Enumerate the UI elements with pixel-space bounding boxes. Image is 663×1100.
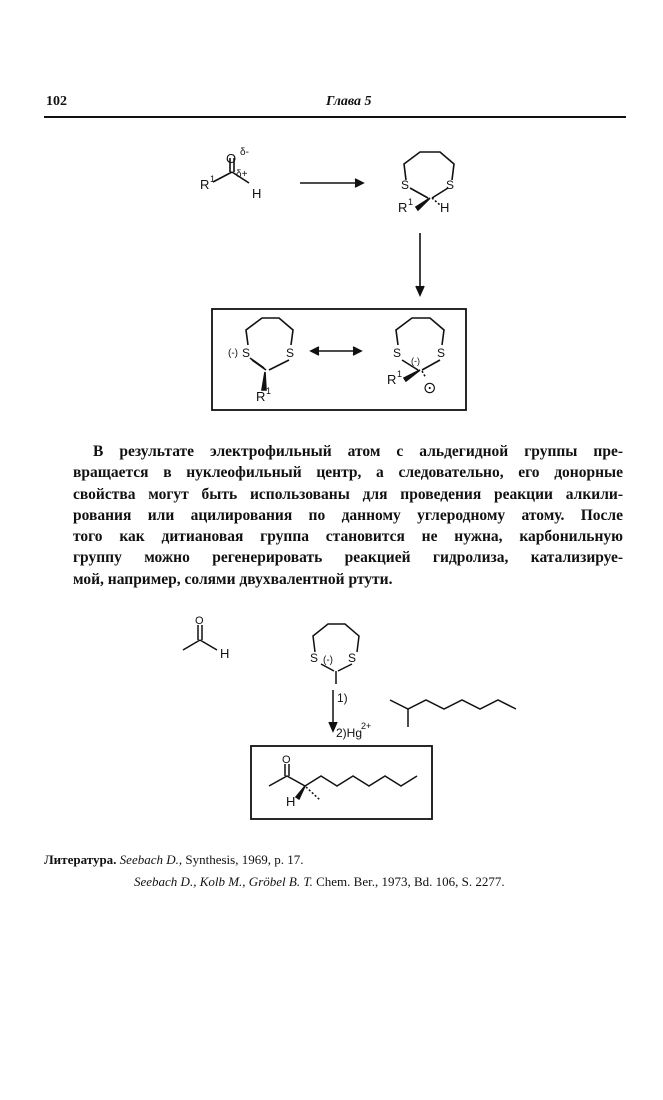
aldehyde-r-group: R: [200, 177, 210, 192]
anion-r-superscript-right: 1: [397, 369, 403, 379]
page-number: 102: [46, 94, 67, 109]
reference-1: [44, 849, 303, 871]
anion-r-group-left: R: [256, 389, 266, 404]
resonance-arrow: [311, 347, 361, 355]
reaction-arrow-right: [300, 179, 363, 187]
step-one-label: 1): [337, 691, 348, 705]
dithiane-sulfur-right: S: [446, 178, 455, 192]
anion-r-group-right: R: [387, 372, 397, 387]
paragraph-line: того как дитиановая группа становится не нужна, карбонильную: [73, 528, 623, 546]
acetaldehyde-oxygen: O: [195, 615, 204, 627]
product-hydrogen: H: [286, 794, 296, 809]
hydrolysis-arrow: [329, 690, 337, 731]
methyl-dithiane-sulfur-left: S: [310, 651, 319, 665]
dithiane-hydrogen: H: [440, 200, 450, 215]
aldehyde-r-superscript: 1: [210, 174, 216, 184]
methyl-dithiane-sulfur-right: S: [348, 651, 357, 665]
dithiane-sulfur-left: S: [401, 178, 410, 192]
product-oxygen: O: [282, 754, 291, 766]
anion-charge-right: (-): [411, 356, 420, 366]
anion-charge-left: (-): [228, 348, 238, 359]
reference-1-author: Seebach D.,: [119, 852, 183, 867]
alkyl-chain-structure: [390, 700, 516, 727]
delta-plus-label: δ+: [236, 169, 248, 180]
acetaldehyde-structure: [183, 625, 217, 650]
reference-2-source: Chem. Ber., 1973, Bd. 106, S. 2277.: [312, 874, 505, 889]
reaction-scheme-2: [0, 600, 663, 830]
paragraph-line: мой, например, солями двухвалентной ртути.: [73, 570, 393, 588]
anion-sulfur-right-b: S: [437, 346, 446, 360]
delta-minus-label: δ-: [240, 147, 249, 158]
paragraph-line: вращается в нуклеофильный центр, а следовательно, его донорные: [73, 464, 623, 482]
running-head: Глава 5: [326, 94, 372, 109]
dithiane-r-superscript: 1: [408, 197, 414, 207]
reference-2: [134, 871, 505, 893]
references: [44, 849, 505, 889]
paragraph-line: В результате электрофильный атом с альдегидной группы пре-: [93, 443, 623, 460]
anion-sulfur-left-a: S: [242, 346, 251, 360]
reaction-arrow-down: [416, 233, 424, 295]
dithiane-r-group: R: [398, 200, 408, 215]
anion-sulfur-right-a: S: [393, 346, 402, 360]
reaction-scheme-1: [0, 0, 663, 420]
anion-r-superscript-left: 1: [266, 386, 272, 396]
step-two-label: 2)Hg: [336, 726, 363, 740]
paragraph-line: свойства могут быть использованы для проведения реакции алкили-: [73, 485, 623, 503]
aldehyde-hydrogen: H: [252, 186, 262, 201]
mercury-charge-label: 2+: [361, 721, 372, 731]
acetaldehyde-hydrogen: H: [220, 646, 230, 661]
paragraph-line: рования или ацилирования по данному углеродному атому. После: [73, 506, 623, 524]
paragraph-line: группу можно регенерировать реакцией гидролиза, катализируе-: [73, 549, 623, 567]
reference-1-source: Synthesis, 1969, p. 17.: [182, 852, 304, 867]
lone-pair-symbol: ⊙: [423, 380, 437, 397]
methyl-dithiane-charge: (-): [323, 655, 333, 666]
references-label: Литература.: [44, 852, 117, 867]
body-paragraph: [73, 441, 623, 590]
aldehyde-oxygen: O: [226, 151, 237, 166]
reference-2-authors: Seebach D., Kolb M., Gröbel B. T.: [134, 874, 313, 889]
anion-sulfur-left-b: S: [286, 346, 295, 360]
